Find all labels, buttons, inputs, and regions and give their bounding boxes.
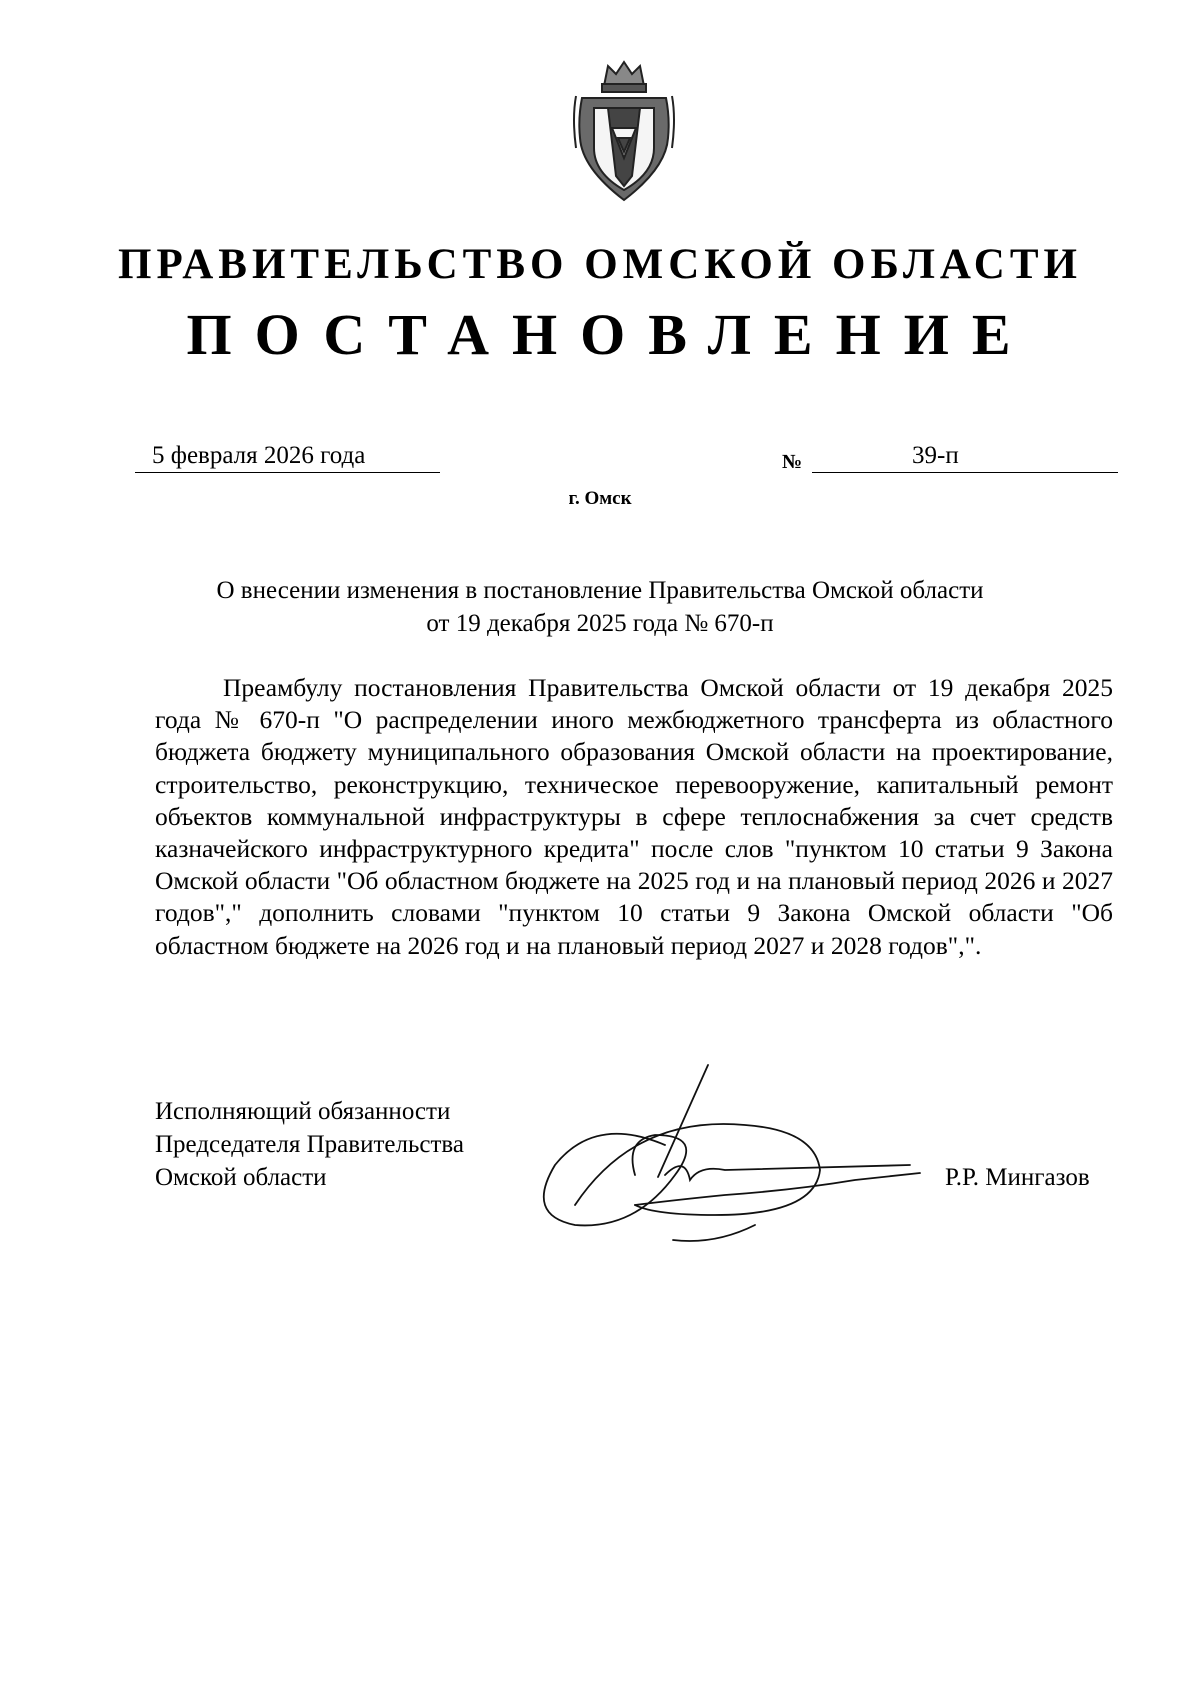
signer-position <box>155 1095 464 1194</box>
signer-name: Р.Р. Мингазов <box>945 1164 1090 1191</box>
document-number: 39-п <box>812 440 1118 473</box>
city: г. Омск <box>568 488 632 509</box>
subject-line: О внесении изменения в постановление Правительства Омской области <box>216 577 984 604</box>
omsk-coat-of-arms-icon <box>568 58 680 208</box>
government-name: ПРАВИТЕЛЬСТВО ОМСКОЙ ОБЛАСТИ <box>118 241 1082 288</box>
number-sign: № <box>782 451 803 473</box>
document-subject <box>150 574 1050 640</box>
body-paragraph: Преамбулу постановления Правительства Омской области от 19 декабря 2025 года № 670-п "О распределении иного межбюджетного трансферта из областного бюджета бюджету муниципального образования Омской области на проектирование, строительство, реконструкцию, техническое перевооружение, капитальный ремонт объектов коммунальной инфраструктуры в сфере теплоснабжения за счет средств казначейского инфраструктурного кредита" после слов "пунктом 10 статьи 9 Закона Омской области "Об областном бюджете на 2025 год и на плановый период 2026 и 2027 годов"," дополнить словами "пунктом 10 статьи 9 Закона Омской области "Об областном бюджете на 2026 год и на плановый период 2027 и 2028 годов",". <box>155 673 1113 960</box>
signer-position-line: Исполняющий обязанности <box>155 1098 451 1125</box>
signer-position-line: Омской области <box>155 1164 327 1191</box>
document-date: 5 февраля 2026 года <box>135 440 440 473</box>
handwritten-signature-icon <box>515 1055 935 1255</box>
subject-line: от 19 декабря 2025 года № 670-п <box>426 610 774 637</box>
signer-position-line: Председателя Правительства <box>155 1131 464 1158</box>
document-type: ПОСТАНОВЛЕНИЕ <box>186 302 1034 367</box>
